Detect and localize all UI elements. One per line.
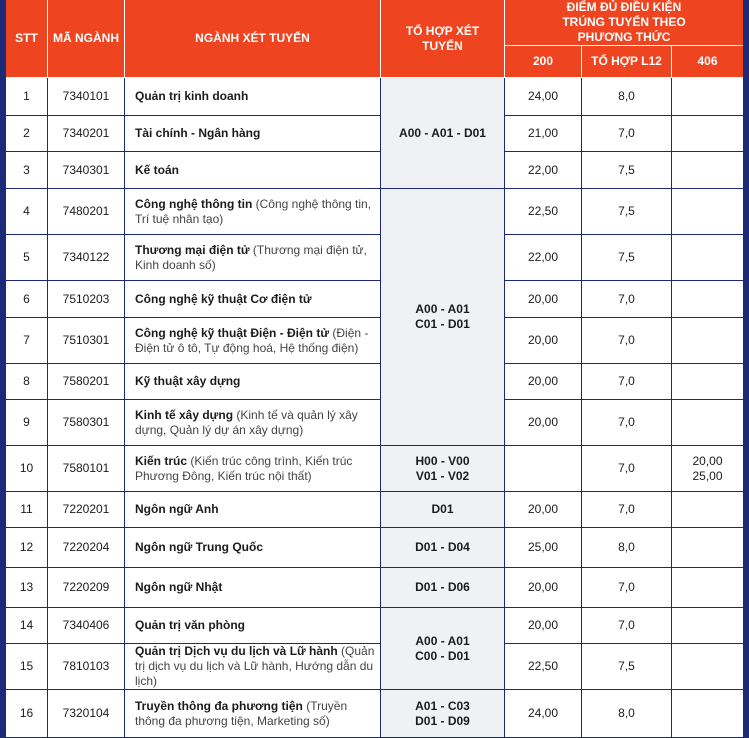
row-stt: 4 — [6, 189, 48, 235]
score-200: 20,00 — [505, 608, 582, 644]
row-code: 7580101 — [48, 446, 125, 492]
header-combo: TỔ HỢP XÉT TUYỂN — [381, 0, 505, 78]
row-code: 7810103 — [48, 644, 125, 690]
score-200: 25,00 — [505, 528, 582, 568]
table-row — [6, 281, 743, 318]
row-major — [125, 189, 381, 235]
combo-line: D01 - D04 — [415, 540, 470, 554]
score-200: 20,00 — [505, 364, 582, 400]
table-row — [6, 644, 743, 690]
row-code: 7510301 — [48, 318, 125, 364]
row-stt: 7 — [6, 318, 48, 364]
major-name: Quản trị kinh doanh — [135, 89, 249, 103]
major-name: Công nghệ thông tin — [135, 196, 253, 211]
combo-line: A00 - A01 — [415, 633, 470, 648]
row-major — [125, 492, 381, 528]
row-stt: 9 — [6, 400, 48, 446]
row-major — [125, 235, 381, 281]
score-200: 22,00 — [505, 152, 582, 189]
combo-line: A01 - C03 — [415, 698, 470, 713]
row-major — [125, 116, 381, 152]
row-major — [125, 364, 381, 400]
major-name: Quản trị Dịch vụ du lịch và Lữ hành — [135, 644, 338, 658]
header-method-l12: TỔ HỢP L12 — [582, 46, 672, 78]
row-code: 7340301 — [48, 152, 125, 189]
combo-line: H00 - V00 — [415, 453, 470, 468]
combo-line: C01 - D01 — [415, 317, 470, 331]
score-406 — [672, 318, 743, 364]
score-200: 24,00 — [505, 78, 582, 116]
major-name: Kỹ thuật xây dựng — [135, 374, 241, 388]
score-406 — [672, 492, 743, 528]
row-combo — [381, 690, 505, 738]
score-406-line: 20,00 — [692, 453, 723, 468]
score-l12: 8,0 — [582, 78, 672, 116]
score-406 — [672, 446, 743, 492]
major-name: Công nghệ kỹ thuật Điện - Điện tử — [135, 325, 330, 340]
score-200: 20,00 — [505, 400, 582, 446]
score-l12: 7,0 — [582, 364, 672, 400]
table-body — [6, 78, 743, 738]
score-406 — [672, 189, 743, 235]
major-note: (Thương mại điện tử, Kinh doanh số) — [135, 242, 367, 272]
score-406 — [672, 152, 743, 189]
table-row — [6, 608, 743, 644]
row-stt: 14 — [6, 608, 48, 644]
score-l12: 7,0 — [582, 318, 672, 364]
combo-line: V01 - V02 — [415, 468, 470, 483]
row-code: 7480201 — [48, 189, 125, 235]
score-l12: 7,0 — [582, 400, 672, 446]
row-stt: 3 — [6, 152, 48, 189]
score-l12: 7,5 — [582, 189, 672, 235]
score-406 — [672, 690, 743, 738]
score-200: 20,00 — [505, 492, 582, 528]
score-200 — [505, 446, 582, 492]
major-name: Truyền thông đa phương tiện — [135, 698, 303, 713]
row-major — [125, 568, 381, 608]
row-major — [125, 152, 381, 189]
major-name: Công nghệ kỹ thuật Cơ điện tử — [135, 291, 312, 306]
table-row — [6, 235, 743, 281]
table-row — [6, 189, 743, 235]
row-code: 7580301 — [48, 400, 125, 446]
row-major — [125, 281, 381, 318]
combo-line: C00 - D01 — [415, 648, 470, 663]
score-l12: 7,5 — [582, 235, 672, 281]
table-row — [6, 568, 743, 608]
score-l12: 7,0 — [582, 446, 672, 492]
row-code: 7220209 — [48, 568, 125, 608]
row-major — [125, 400, 381, 446]
row-major — [125, 690, 381, 738]
table-row — [6, 152, 743, 189]
combo-line: D01 — [431, 502, 454, 516]
major-name: Kiến trúc — [135, 453, 188, 468]
combo-line: A00 - A01 — [415, 302, 470, 316]
score-406 — [672, 281, 743, 318]
row-combo — [381, 568, 505, 608]
major-name: Quản trị văn phòng — [135, 618, 245, 632]
major-note: (Điện - Điện tử ô tô, Tự động hoá, Hệ thống điện) — [135, 325, 369, 355]
score-l12: 7,0 — [582, 492, 672, 528]
score-l12: 8,0 — [582, 690, 672, 738]
row-combo — [381, 189, 505, 446]
combo-line: D01 - D06 — [415, 580, 470, 594]
table-row — [6, 492, 743, 528]
row-major — [125, 78, 381, 116]
major-name: Ngôn ngữ Anh — [135, 502, 219, 516]
row-major — [125, 644, 381, 690]
row-stt: 1 — [6, 78, 48, 116]
table-row — [6, 528, 743, 568]
score-200: 21,00 — [505, 116, 582, 152]
major-note: (Kiến trúc công trình, Kiến trúc Phương Đông, Kiến trúc nội thất) — [135, 453, 353, 483]
row-combo — [381, 528, 505, 568]
score-200: 20,00 — [505, 568, 582, 608]
major-name: Kinh tế xây dựng — [135, 407, 234, 422]
major-name: Kế toán — [135, 162, 180, 177]
table-row — [6, 78, 743, 116]
score-200: 22,50 — [505, 644, 582, 690]
row-major — [125, 446, 381, 492]
row-code: 7510203 — [48, 281, 125, 318]
score-l12: 7,5 — [582, 644, 672, 690]
row-stt: 15 — [6, 644, 48, 690]
score-406 — [672, 400, 743, 446]
score-200: 24,00 — [505, 690, 582, 738]
score-406 — [672, 568, 743, 608]
score-406 — [672, 78, 743, 116]
table-row — [6, 400, 743, 446]
row-stt: 10 — [6, 446, 48, 492]
row-stt: 2 — [6, 116, 48, 152]
row-stt: 6 — [6, 281, 48, 318]
major-note: (Công nghệ thông tin, Trí tuệ nhân tạo) — [135, 196, 372, 226]
score-406-line: 25,00 — [692, 468, 723, 483]
major-name: Ngôn ngữ Nhật — [135, 580, 223, 594]
score-200: 20,00 — [505, 281, 582, 318]
row-stt: 12 — [6, 528, 48, 568]
row-code: 7340122 — [48, 235, 125, 281]
score-l12: 7,0 — [582, 116, 672, 152]
major-note: (Truyền thông đa phương tiện, Marketing số) — [135, 698, 348, 728]
row-code: 7340101 — [48, 78, 125, 116]
row-combo — [381, 492, 505, 528]
major-name: Thương mại điện tử — [135, 242, 250, 257]
table-row — [6, 318, 743, 364]
score-l12: 8,0 — [582, 528, 672, 568]
table-row — [6, 446, 743, 492]
header-score-group: ĐIỂM ĐỦ ĐIỀU KIỆN TRÚNG TUYỂN THEO PHƯƠNG THỨC — [505, 0, 743, 46]
combo-line: A00 - A01 - D01 — [399, 125, 486, 140]
score-406 — [672, 644, 743, 690]
major-note: (Quản trị dịch vụ du lịch và Lữ hành, Hướng dẫn du lịch) — [135, 644, 375, 688]
row-code: 7220204 — [48, 528, 125, 568]
row-stt: 16 — [6, 690, 48, 738]
table-row — [6, 364, 743, 400]
row-combo — [381, 78, 505, 189]
header-method-406: 406 — [672, 46, 743, 78]
row-code: 7340406 — [48, 608, 125, 644]
major-note: (Kinh tế và quản lý xây dựng, Quản lý dự án xây dựng) — [135, 407, 358, 437]
score-l12: 7,0 — [582, 568, 672, 608]
score-l12: 7,5 — [582, 152, 672, 189]
header-method-200: 200 — [505, 46, 582, 78]
score-l12: 7,0 — [582, 608, 672, 644]
combo-line: D01 - D09 — [415, 713, 470, 728]
score-406 — [672, 364, 743, 400]
row-code: 7580201 — [48, 364, 125, 400]
score-l12: 7,0 — [582, 281, 672, 318]
admission-score-table — [6, 0, 743, 738]
score-406 — [672, 116, 743, 152]
row-combo — [381, 446, 505, 492]
table-row — [6, 116, 743, 152]
major-name: Ngôn ngữ Trung Quốc — [135, 540, 264, 554]
row-major — [125, 608, 381, 644]
row-stt: 11 — [6, 492, 48, 528]
row-stt: 8 — [6, 364, 48, 400]
row-major — [125, 528, 381, 568]
score-200: 22,00 — [505, 235, 582, 281]
header-code: MÃ NGÀNH — [48, 0, 125, 78]
row-major — [125, 318, 381, 364]
score-406 — [672, 608, 743, 644]
row-code: 7320104 — [48, 690, 125, 738]
major-name: Tài chính - Ngân hàng — [135, 126, 261, 140]
header-stt: STT — [6, 0, 48, 78]
row-code: 7220201 — [48, 492, 125, 528]
row-combo — [381, 608, 505, 690]
score-200: 22,50 — [505, 189, 582, 235]
score-406 — [672, 235, 743, 281]
row-stt: 5 — [6, 235, 48, 281]
score-406 — [672, 528, 743, 568]
row-code: 7340201 — [48, 116, 125, 152]
score-200: 20,00 — [505, 318, 582, 364]
header-major: NGÀNH XÉT TUYỂN — [125, 0, 381, 78]
table-row — [6, 690, 743, 738]
row-stt: 13 — [6, 568, 48, 608]
